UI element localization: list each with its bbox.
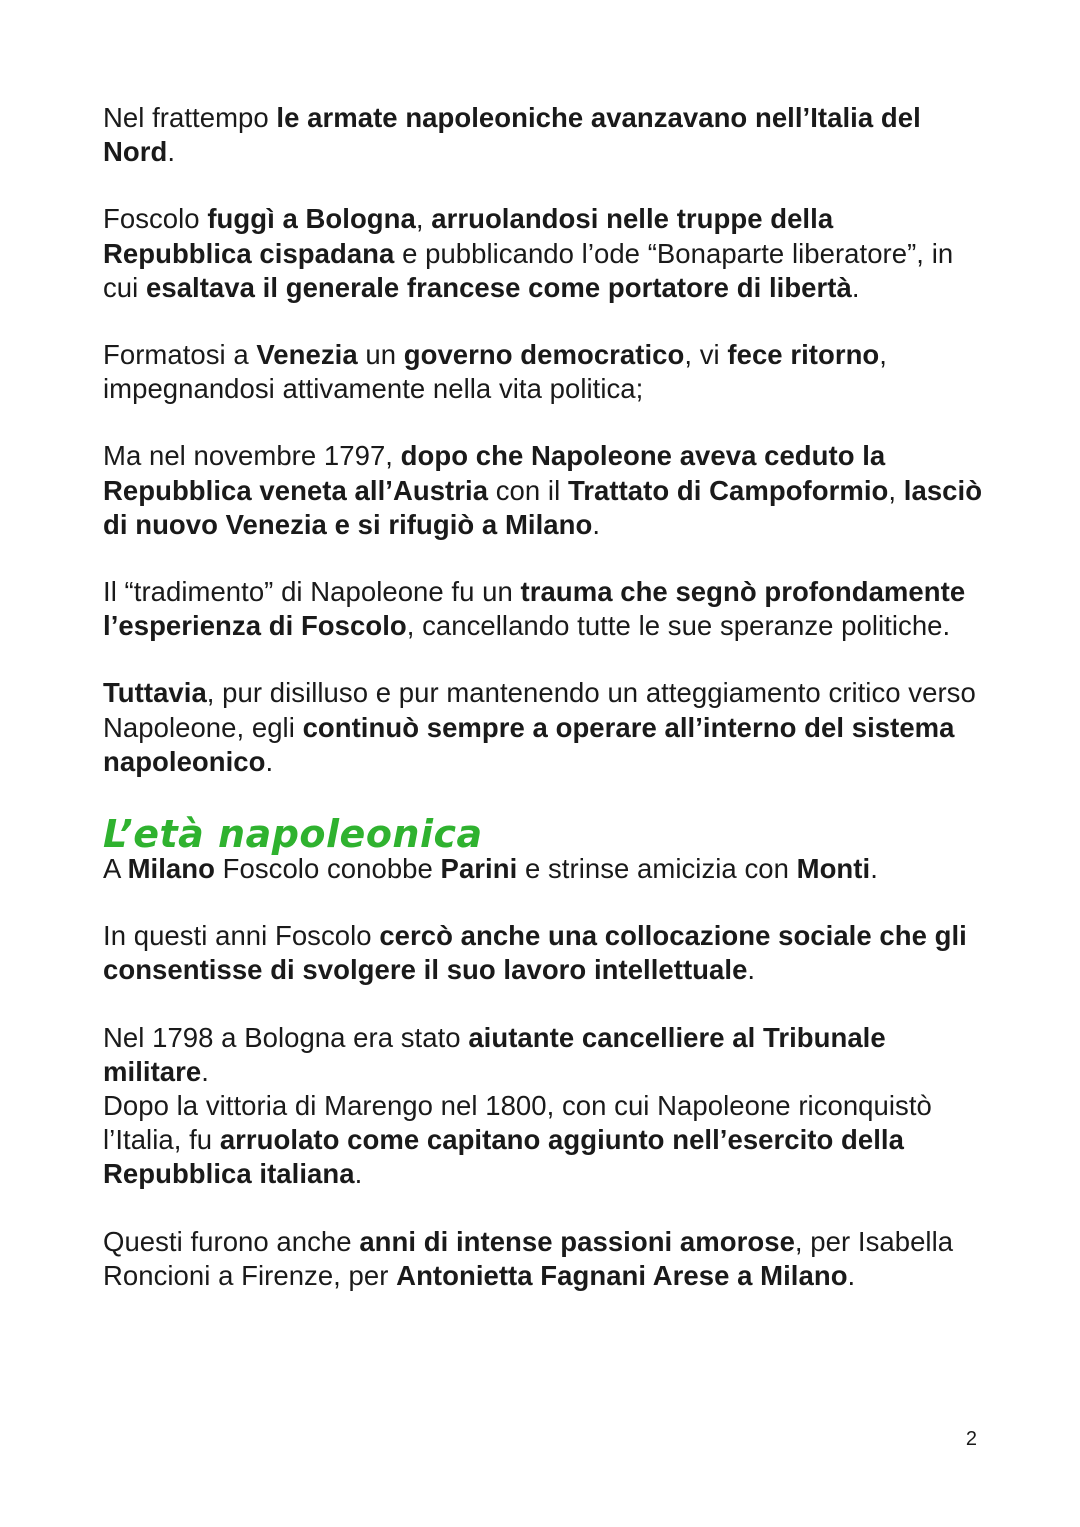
paragraph <box>103 439 983 542</box>
bold-text: governo democratico <box>403 339 685 371</box>
text: Nel frattempo <box>103 102 277 133</box>
text: e strinse amicizia con <box>517 853 797 885</box>
text: . <box>847 1259 856 1291</box>
text: . <box>265 745 274 777</box>
bold-text: cercò anche una collocazione sociale che gli consentisse di svolgere il suo lavoro intellettuale <box>103 920 967 986</box>
text: Foscolo <box>103 203 208 235</box>
paragraph <box>103 101 983 169</box>
bold-text: esaltava il generale francese come portatore di libertà <box>146 271 852 303</box>
text: , <box>888 474 904 506</box>
bold-text: Antonietta Fagnani Arese a Milano <box>396 1259 848 1291</box>
text: , cancellando tutte le sue speranze politiche. <box>406 610 951 642</box>
bold-text: Monti <box>796 853 871 885</box>
text: . <box>354 1158 363 1190</box>
text: . <box>747 954 756 986</box>
text: , per Isabella Roncioni a Firenze, per <box>103 1225 954 1291</box>
bold-text: arruolandosi nelle truppe della Repubblica cispadana <box>103 203 834 269</box>
section-heading: L’età napoleonica <box>103 812 483 857</box>
paragraph <box>103 202 983 305</box>
bold-text: arruolato come capitano aggiunto nell’esercito della Repubblica italiana <box>103 1124 904 1190</box>
bold-text: fece ritorno <box>727 339 880 371</box>
paragraph <box>103 1089 983 1192</box>
paragraphs-after-section <box>103 852 983 1293</box>
text: . <box>592 508 601 540</box>
text: , <box>415 203 432 235</box>
page-number: 2 <box>965 1428 977 1450</box>
bold-text: trauma che segnò profondamente l’esperienza di Foscolo <box>103 576 966 642</box>
paragraphs-before-section <box>103 101 983 779</box>
paragraph <box>103 338 983 406</box>
bold-text: le armate napoleoniche avanzavano nell’Italia del Nord <box>103 102 921 168</box>
text: In questi anni Foscolo <box>103 920 380 952</box>
text: Nel 1798 a Bologna era stato <box>103 1021 469 1053</box>
document-page <box>103 101 983 1326</box>
text: con il <box>488 474 568 506</box>
bold-text: Parini <box>440 853 518 885</box>
text: . <box>167 136 176 168</box>
text: , impegnandosi attivamente nella vita politica; <box>103 339 887 405</box>
text: e pubblicando l’ode “Bonaparte liberatore”, in cui <box>103 237 954 303</box>
text: Il “tradimento” di Napoleone fu un <box>103 576 521 608</box>
bold-text: Trattato di Campoformio <box>567 474 889 506</box>
paragraph <box>103 1021 983 1089</box>
bold-text: dopo che Napoleone aveva ceduto la Repubblica veneta all’Austria <box>103 440 886 506</box>
bold-text: Tuttavia <box>103 677 207 709</box>
text: , pur disilluso e pur mantenendo un atteggiamento critico verso Napoleone, egli <box>103 677 976 743</box>
paragraph <box>103 852 983 886</box>
text: Dopo la vittoria di Marengo nel 1800, con cui Napoleone riconquistò l’Italia, fu <box>103 1090 932 1156</box>
text: A <box>103 853 128 885</box>
bold-text: continuò sempre a operare all’interno del sistema napoleonico <box>103 711 955 777</box>
text: . <box>870 853 878 885</box>
paragraph <box>103 575 983 643</box>
bold-text: aiutante cancelliere al Tribunale militare <box>103 1021 886 1087</box>
text: Formatosi a <box>103 339 257 371</box>
bold-text: anni di intense passioni amorose <box>359 1225 795 1257</box>
paragraph <box>103 676 983 779</box>
bold-text: lasciò di nuovo Venezia e si rifugiò a Milano <box>103 474 983 540</box>
text: Ma nel novembre 1797, <box>103 440 401 472</box>
text: . <box>851 271 860 303</box>
paragraph <box>103 1225 983 1293</box>
bold-text: Venezia <box>256 339 358 371</box>
text: . <box>201 1055 209 1087</box>
bold-text: fuggì a Bologna <box>207 203 416 235</box>
paragraph <box>103 919 983 987</box>
text: un <box>357 339 404 371</box>
text: , vi <box>684 339 728 371</box>
text: Foscolo conobbe <box>214 853 441 885</box>
text: Questi furono anche <box>103 1225 360 1257</box>
bold-text: Milano <box>127 853 215 885</box>
